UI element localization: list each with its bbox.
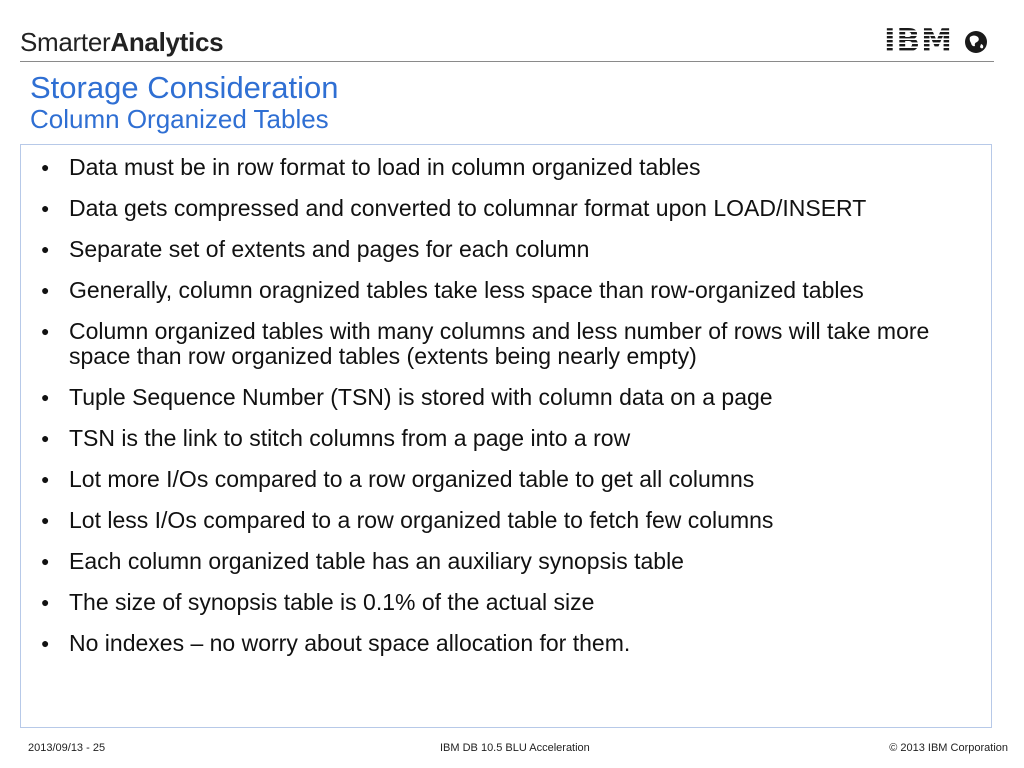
bullet-dot-icon: ● bbox=[41, 471, 50, 487]
bullet-dot-icon: ● bbox=[41, 323, 50, 339]
content-box bbox=[20, 144, 992, 728]
slide-subtitle: Column Organized Tables bbox=[30, 104, 329, 134]
bullet-text: No indexes – no worry about space allocation for them. bbox=[69, 630, 631, 656]
bullet-dot-icon: ● bbox=[41, 512, 50, 528]
smarter-analytics-logo bbox=[20, 27, 223, 58]
bullet-dot-icon: ● bbox=[41, 594, 50, 610]
bullet-item bbox=[35, 319, 971, 369]
bullet-dot-icon: ● bbox=[41, 159, 50, 175]
bullet-dot-icon: ● bbox=[41, 553, 50, 569]
bullet-text: Generally, column oragnized tables take less space than row-organized tables bbox=[69, 277, 864, 303]
bullet-text: Column organized tables with many columns and less number of rows will take more space than row organized tables (extents being nearly empty) bbox=[69, 318, 930, 369]
bullet-dot-icon: ● bbox=[41, 389, 50, 405]
bullet-item bbox=[35, 549, 971, 574]
bullet-item bbox=[35, 237, 971, 262]
bullet-dot-icon: ● bbox=[41, 635, 50, 651]
bullet-dot-icon: ● bbox=[41, 430, 50, 446]
bullet-dot-icon: ● bbox=[41, 241, 50, 257]
globe-icon bbox=[965, 31, 987, 53]
bullet-item bbox=[35, 631, 971, 656]
bullet-dot-icon: ● bbox=[41, 200, 50, 216]
bullet-item bbox=[35, 385, 971, 410]
slide-title: Storage Consideration bbox=[30, 70, 339, 105]
bullet-text: The size of synopsis table is 0.1% of the actual size bbox=[69, 589, 595, 615]
bullet-text: Lot less I/Os compared to a row organized table to fetch few columns bbox=[69, 507, 774, 533]
header-divider bbox=[20, 61, 994, 62]
bullet-text: TSN is the link to stitch columns from a page into a row bbox=[69, 425, 631, 451]
bullet-text: Tuple Sequence Number (TSN) is stored with column data on a page bbox=[69, 384, 773, 410]
brand-light-text: Smarter bbox=[20, 27, 111, 57]
footer-product: IBM DB 10.5 BLU Acceleration bbox=[440, 742, 590, 754]
bullet-dot-icon: ● bbox=[41, 282, 50, 298]
bullet-item bbox=[35, 467, 971, 492]
bullet-item bbox=[35, 508, 971, 533]
bullet-list bbox=[35, 155, 971, 672]
bullet-text: Each column organized table has an auxiliary synopsis table bbox=[69, 548, 684, 574]
bullet-text: Lot more I/Os compared to a row organized table to get all columns bbox=[69, 466, 755, 492]
bullet-item bbox=[35, 426, 971, 451]
footer-date-page: 2013/09/13 - 25 bbox=[28, 742, 106, 754]
bullet-item bbox=[35, 155, 971, 180]
bullet-text: Data gets compressed and converted to columnar format upon LOAD/INSERT bbox=[69, 195, 867, 221]
svg-text:IBM: IBM bbox=[884, 23, 954, 58]
bullet-item bbox=[35, 196, 971, 221]
bullet-text: Data must be in row format to load in column organized tables bbox=[69, 154, 701, 180]
bullet-item bbox=[35, 278, 971, 303]
bullet-text: Separate set of extents and pages for each column bbox=[69, 236, 590, 262]
bullet-item bbox=[35, 590, 971, 615]
ibm-logo bbox=[884, 20, 992, 58]
footer-copyright: © 2013 IBM Corporation bbox=[889, 742, 1008, 754]
brand-bold-text: Analytics bbox=[110, 27, 224, 57]
